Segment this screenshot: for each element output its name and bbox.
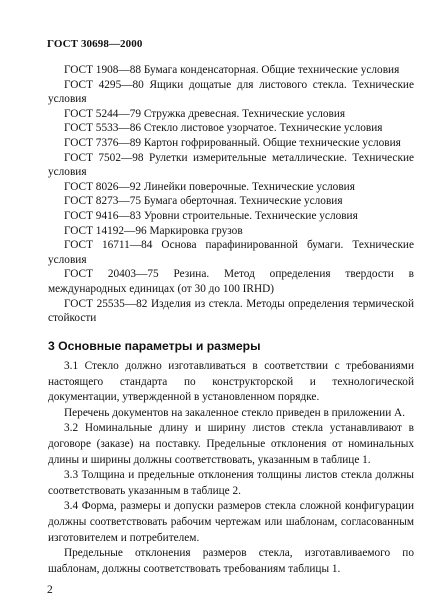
paragraph: 3.1 Стекло должно изготавливаться в соответствии с требованиями настоящего стандарта по конструкторской и технологической документации, утвержденной в установленном порядке. xyxy=(48,360,414,404)
reference-item: ГОСТ 9416—83 Уровни строительные. Технические условия xyxy=(64,209,358,222)
reference-item: ГОСТ 20403—75 Резина. Метод определения твердости в международных единицах (от 30 до 100 IRHD) xyxy=(48,268,414,295)
reference-item: ГОСТ 16711—84 Основа парафинированной бумаги. Технические условия xyxy=(48,239,414,266)
page-number: 2 xyxy=(47,584,53,596)
reference-item: ГОСТ 5533—86 Стекло листовое узорчатое. Технические условия xyxy=(64,122,383,135)
section-title: 3 Основные параметры и размеры xyxy=(48,339,261,353)
reference-item: ГОСТ 4295—80 Ящики дощатые для листового стекла. Технические условия xyxy=(48,78,414,106)
reference-item: ГОСТ 7502—98 Рулетки измерительные металлические. Технические условия xyxy=(48,151,414,179)
paragraph: Перечень документов на закаленное стекло приведен в приложении А. xyxy=(64,406,406,419)
paragraph: 3.4 Форма, размеры и допуски размеров стекла сложной конфигурации должны соответствовать рабочим чертежам или шаблонам, согласованным изготовителем и потребителем. xyxy=(48,500,414,544)
reference-item: ГОСТ 5244—79 Стружка древесная. Технические условия xyxy=(64,107,346,120)
normative-references-list xyxy=(48,63,414,326)
reference-item: ГОСТ 25535—82 Изделия из стекла. Методы определения термической стойкости xyxy=(48,297,414,325)
paragraph: 3.3 Толщина и предельные отклонения толщины листов стекла должны соответствовать указанным в таблице 2. xyxy=(48,469,414,497)
reference-item: ГОСТ 14192—96 Маркировка грузов xyxy=(64,224,243,237)
paragraph: 3.2 Номинальные длину и ширину листов стекла устанавливают в договоре (заказе) на поставку. Предельные отклонения от номинальных длины и ширины должны соответствовать, указанным в таблице 1. xyxy=(48,422,414,466)
reference-item: ГОСТ 8026—92 Линейки поверочные. Технические условия xyxy=(64,180,355,193)
paragraph: Предельные отклонения размеров стекла, изготавливаемого по шаблонам, должны соответствовать требованиям таблицы 1. xyxy=(48,547,414,575)
reference-item: ГОСТ 1908—88 Бумага конденсаторная. Общие технические условия xyxy=(64,64,400,76)
document-number-header: ГОСТ 30698—2000 xyxy=(47,38,143,50)
reference-item: ГОСТ 8273—75 Бумага оберточная. Технические условия xyxy=(64,195,343,208)
reference-item: ГОСТ 7376—89 Картон гофрированный. Общие технические условия xyxy=(64,136,401,149)
section-body xyxy=(48,359,414,577)
